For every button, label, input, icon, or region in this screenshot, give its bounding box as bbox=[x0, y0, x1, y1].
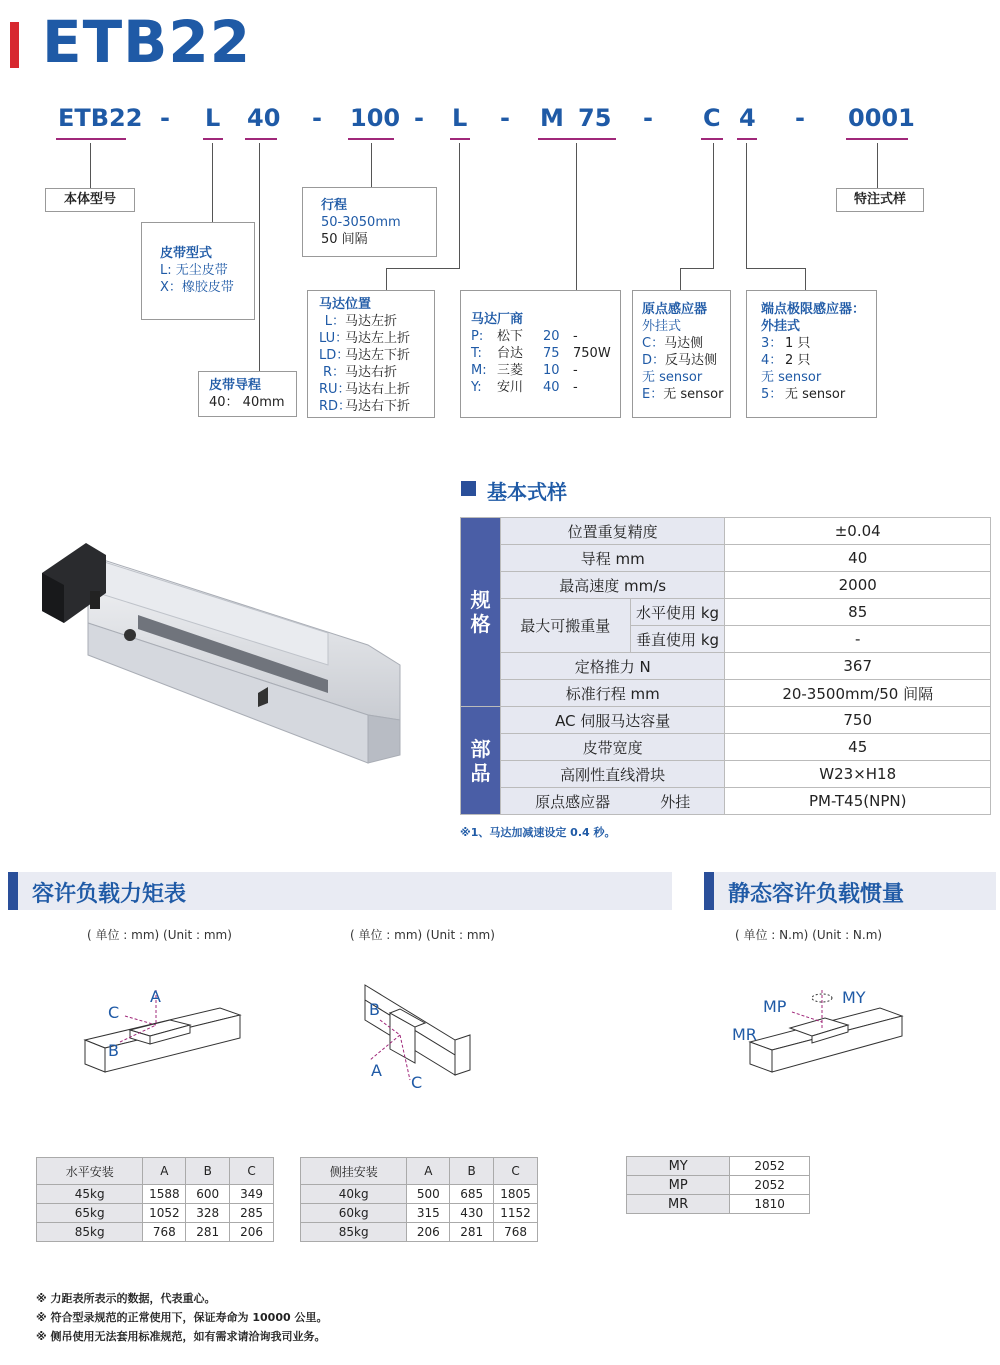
unit-label: ( 单位 : mm) (Unit : mm) bbox=[350, 928, 495, 942]
table-header: 水平安装 bbox=[37, 1158, 143, 1185]
spec-side-label: 部品 bbox=[461, 707, 501, 815]
code-part: M bbox=[540, 104, 564, 132]
limit-sensor-item: 无 sensor bbox=[761, 370, 822, 385]
motor-position-item: R：马达右折 bbox=[322, 365, 398, 380]
spec-label: 水平使用 kg bbox=[630, 599, 725, 626]
connector-line bbox=[386, 268, 460, 269]
spec-label: 原点感应器 外挂 bbox=[500, 788, 725, 815]
spec-label: AC 伺服马达容量 bbox=[500, 707, 725, 734]
table-row: 40kg 500 685 1805 bbox=[301, 1185, 538, 1204]
code-underline bbox=[203, 138, 223, 140]
spec-value: 750 bbox=[725, 707, 991, 734]
special-box bbox=[836, 188, 924, 212]
code-part: L bbox=[205, 104, 221, 132]
table-header: A bbox=[143, 1158, 186, 1185]
connector-line bbox=[459, 143, 460, 269]
spec-note: ※1、马达加减速设定 0.4 秒。 bbox=[460, 826, 616, 839]
diagram-label-a: A bbox=[150, 987, 161, 1006]
belt-lead-value: 40： 40mm bbox=[209, 395, 285, 410]
motor-maker-title: 马达厂商 bbox=[471, 312, 524, 327]
static-moment-diagram bbox=[730, 980, 910, 1080]
spec-label: 定格推力 N bbox=[500, 653, 725, 680]
static-moment-table bbox=[626, 1156, 810, 1214]
code-part: L bbox=[452, 104, 468, 132]
motor-position-item: RD：马达右下折 bbox=[319, 399, 411, 414]
belt-type-box bbox=[141, 222, 255, 320]
stroke-box bbox=[302, 187, 437, 257]
code-underline bbox=[846, 138, 908, 140]
table-header: 侧挂安装 bbox=[301, 1158, 407, 1185]
spec-label: 皮带宽度 bbox=[500, 734, 725, 761]
side-mount-diagram bbox=[355, 975, 480, 1095]
limit-sensor-item: 5： 无 sensor bbox=[761, 387, 846, 402]
motor-maker-box bbox=[460, 290, 621, 418]
spec-heading: 基本式样 bbox=[487, 480, 567, 504]
table-row: 85kg 206 281 768 bbox=[301, 1223, 538, 1242]
code-underline bbox=[245, 138, 277, 140]
table-row: 60kg 315 430 1152 bbox=[301, 1204, 538, 1223]
unit-label: ( 单位 : mm) (Unit : mm) bbox=[87, 928, 232, 942]
code-underline bbox=[450, 138, 470, 140]
spec-label: 标准行程 mm bbox=[500, 680, 725, 707]
connector-line bbox=[212, 143, 213, 222]
code-part: - bbox=[643, 104, 653, 132]
code-part: - bbox=[500, 104, 510, 132]
spec-label: 导程 mm bbox=[500, 545, 725, 572]
spec-value: ±0.04 bbox=[725, 518, 991, 545]
stroke-range: 50-3050mm bbox=[321, 215, 401, 230]
spec-label: 高刚性直线滑块 bbox=[500, 761, 725, 788]
origin-sensor-title: 原点感应器 bbox=[642, 302, 708, 317]
spec-value: W23×H18 bbox=[725, 761, 991, 788]
product-image bbox=[28, 515, 418, 775]
code-part: 75 bbox=[578, 104, 612, 132]
code-part: ETB22 bbox=[58, 104, 143, 132]
motor-maker-row: Y: 安川 40 - bbox=[471, 380, 578, 395]
connector-line bbox=[713, 143, 714, 268]
table-row: MP 2052 bbox=[627, 1176, 810, 1195]
moment-heading: 容许负载力矩表 bbox=[32, 882, 187, 907]
origin-sensor-sub: 外挂式 bbox=[642, 319, 682, 334]
spec-value: - bbox=[725, 626, 991, 653]
motor-maker-row: P: 松下 20 - bbox=[471, 329, 578, 344]
origin-sensor-item: E：无 sensor bbox=[642, 387, 724, 402]
code-part: - bbox=[160, 104, 170, 132]
table-row: MR 1810 bbox=[627, 1195, 810, 1214]
footnote: ※ 力距表所表示的数据，代表重心。 bbox=[36, 1292, 216, 1305]
svg-text:MY: MY bbox=[842, 988, 866, 1007]
horizontal-mount-diagram bbox=[80, 980, 250, 1080]
spec-value: 367 bbox=[725, 653, 991, 680]
code-underline bbox=[701, 138, 723, 140]
svg-text:MR: MR bbox=[732, 1025, 757, 1044]
spec-table bbox=[460, 517, 991, 815]
svg-text:A: A bbox=[371, 1061, 382, 1080]
spec-label: 最大可搬重量 bbox=[500, 599, 630, 653]
connector-line bbox=[877, 143, 878, 188]
body-model-box bbox=[45, 188, 135, 212]
code-part: - bbox=[312, 104, 322, 132]
table-row: 45kg 1588 600 349 bbox=[37, 1185, 274, 1204]
belt-lead-box bbox=[198, 371, 297, 417]
belt-type-option: X：橡胶皮带 bbox=[160, 280, 234, 295]
spec-label: 最高速度 mm/s bbox=[500, 572, 725, 599]
horizontal-moment-table bbox=[36, 1157, 274, 1242]
limit-sensor-sub: 外挂式 bbox=[761, 319, 801, 334]
code-part: 100 bbox=[350, 104, 401, 132]
spec-value: 2000 bbox=[725, 572, 991, 599]
code-underline bbox=[737, 138, 757, 140]
spec-value: 40 bbox=[725, 545, 991, 572]
moment-heading-band bbox=[8, 872, 672, 910]
code-underline bbox=[538, 138, 616, 140]
static-heading-band bbox=[704, 872, 996, 910]
page-title: ETB22 bbox=[42, 8, 252, 76]
diagram-label-c: C bbox=[108, 1003, 120, 1022]
footnote: ※ 符合型录规范的正常使用下，保证寿命为 10000 公里。 bbox=[36, 1311, 328, 1324]
table-row: MY 2052 bbox=[627, 1157, 810, 1176]
svg-text:B: B bbox=[369, 1000, 380, 1019]
body-model-label: 本体型号 bbox=[63, 192, 116, 207]
code-underline bbox=[56, 138, 126, 140]
stroke-interval: 50 间隔 bbox=[321, 232, 368, 247]
table-header: C bbox=[494, 1158, 538, 1185]
origin-sensor-item: C：马达侧 bbox=[642, 336, 704, 351]
motor-position-item: LD：马达左下折 bbox=[319, 348, 411, 363]
code-part: - bbox=[795, 104, 805, 132]
motor-position-item: LU：马达左上折 bbox=[319, 331, 411, 346]
stroke-title: 行程 bbox=[321, 198, 348, 213]
table-header: B bbox=[450, 1158, 494, 1185]
belt-lead-title: 皮带导程 bbox=[209, 378, 262, 393]
spec-value: 45 bbox=[725, 734, 991, 761]
connector-line bbox=[259, 143, 260, 371]
connector-line bbox=[576, 143, 577, 290]
limit-sensor-box bbox=[746, 290, 877, 418]
code-underline bbox=[348, 138, 394, 140]
spec-value: PM-T45(NPN) bbox=[725, 788, 991, 815]
special-label: 特注式样 bbox=[853, 192, 906, 207]
svg-text:C: C bbox=[411, 1073, 423, 1092]
connector-line bbox=[90, 143, 91, 188]
static-heading: 静态容许负载惯量 bbox=[728, 882, 905, 907]
belt-type-option: L: 无尘皮带 bbox=[160, 263, 228, 278]
connector-line bbox=[746, 143, 747, 268]
limit-sensor-item: 4： 2 只 bbox=[761, 353, 811, 368]
motor-position-title: 马达位置 bbox=[319, 297, 372, 312]
limit-sensor-item: 3： 1 只 bbox=[761, 336, 811, 351]
footnote: ※ 侧吊使用无法套用标准规范，如有需求请洽询我司业务。 bbox=[36, 1330, 326, 1343]
motor-position-box bbox=[307, 290, 435, 418]
connector-line bbox=[680, 268, 714, 269]
unit-label: ( 单位 : N.m) (Unit : N.m) bbox=[735, 928, 883, 942]
motor-maker-row: T: 台达 75 750W bbox=[471, 346, 611, 361]
connector-line bbox=[371, 143, 372, 188]
table-row: 65kg 1052 328 285 bbox=[37, 1204, 274, 1223]
connector-line bbox=[386, 268, 387, 290]
table-header: B bbox=[186, 1158, 230, 1185]
spec-label: 垂直使用 kg bbox=[630, 626, 725, 653]
connector-line bbox=[680, 268, 681, 290]
motor-position-item: L：马达左折 bbox=[324, 314, 398, 329]
diagram-label-b: B bbox=[108, 1041, 119, 1060]
spec-value: 20-3500mm/50 间隔 bbox=[725, 680, 991, 707]
connector-line bbox=[805, 268, 806, 290]
table-header: C bbox=[230, 1158, 274, 1185]
code-part: 0001 bbox=[848, 104, 915, 132]
code-part: C bbox=[703, 104, 721, 132]
spec-side-label: 规格 bbox=[461, 518, 501, 707]
code-part: - bbox=[414, 104, 424, 132]
limit-sensor-title: 端点极限感应器： bbox=[761, 302, 866, 317]
origin-sensor-item: D：反马达侧 bbox=[642, 353, 718, 368]
origin-sensor-box bbox=[632, 290, 731, 418]
code-part: 40 bbox=[247, 104, 281, 132]
title-accent-bar bbox=[10, 22, 19, 68]
spec-heading-bullet bbox=[461, 481, 476, 496]
motor-maker-row: M: 三菱 10 - bbox=[471, 363, 578, 378]
belt-type-title: 皮带型式 bbox=[160, 246, 213, 261]
connector-line bbox=[746, 268, 806, 269]
spec-value: 85 bbox=[725, 599, 991, 626]
table-row: 85kg 768 281 206 bbox=[37, 1223, 274, 1242]
spec-label: 位置重复精度 bbox=[500, 518, 725, 545]
origin-sensor-item: 无 sensor bbox=[642, 370, 703, 385]
svg-text:MP: MP bbox=[763, 997, 787, 1016]
code-part: 4 bbox=[739, 104, 756, 132]
table-header: A bbox=[407, 1158, 450, 1185]
side-moment-table bbox=[300, 1157, 538, 1242]
motor-position-item: RU：马达右上折 bbox=[319, 382, 411, 397]
